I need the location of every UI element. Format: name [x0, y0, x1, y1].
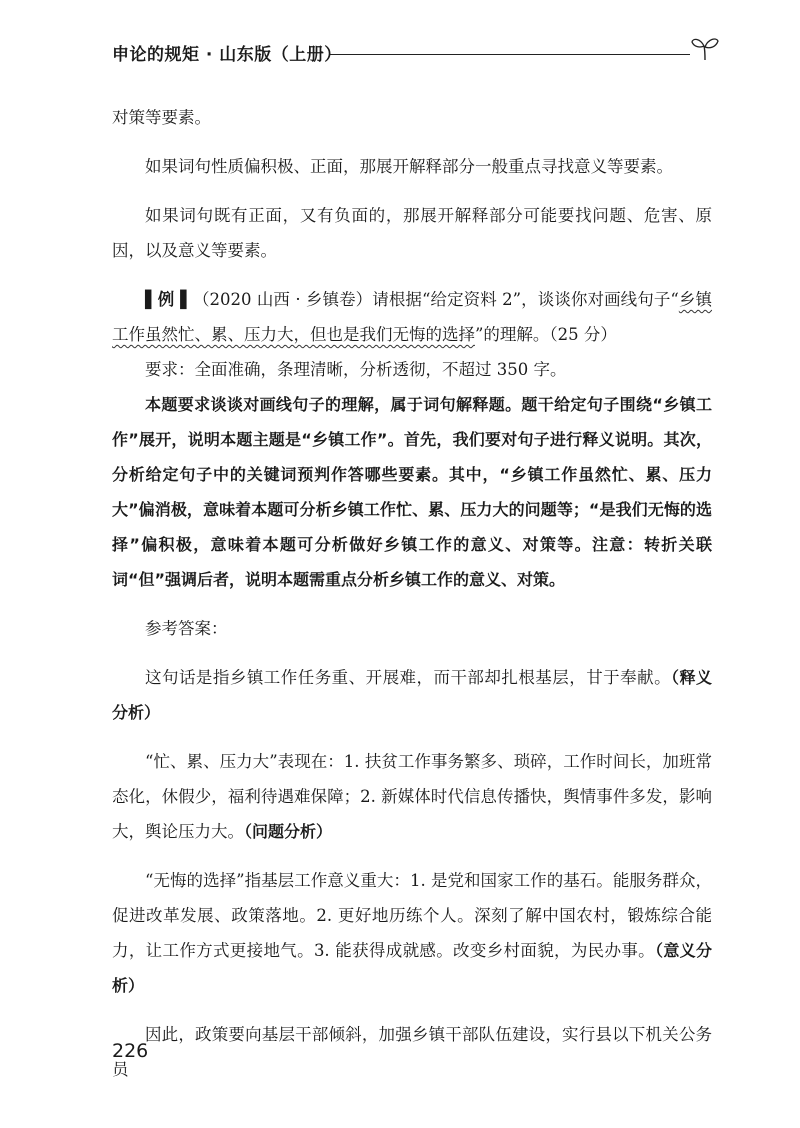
example-source: （2020 山西 · 乡镇卷）请根据“给定资料 2”，谈谈你对画线句子“ [192, 290, 679, 309]
page-number: 226 [112, 1040, 149, 1062]
answer-countermeasures: 因此，政策要向基层干部倾斜，加强乡镇干部队伍建设，实行县以下机关公务员 [112, 1025, 712, 1079]
example-question [112, 282, 712, 352]
analysis-text: 本题要求谈谈对画线句子的理解，属于词句解释题。题干给定句子围绕“乡镇工作”展开，说明本题主题是“乡镇工作”。首先，我们要对句子进行释义说明。其次，分析给定句子中的关键词预判作答哪些要素。其中，“乡镇工作虽然忙、累、压力大”偏消极，意味着本题可分析乡镇工作忙、累、压力大的问题等；“是我们无悔的选择”偏积极，意味着本题可分析做好乡镇工作的意义、对策等。注意：转折关联词“但”强调后者，说明本题需重点分析乡镇工作的意义、对策。 [112, 395, 712, 589]
answer-heading: 参考答案： [145, 619, 228, 638]
header-rule [330, 54, 690, 55]
answer-tag: （问题分析） [244, 822, 333, 841]
answer-text: 这句话是指乡镇工作任务重、开展难，而干部却扎根基层，甘于奉献。 [145, 668, 672, 687]
answer-text: “忙、累、压力大”表现在：1. 扶贫工作事务繁多、琐碎，工作时间长，加班常态化，休假少，福利待遇难保障；2. 新媒体时代信息传播快，舆情事件多发，影响大，舆论压力大。 [112, 752, 712, 841]
page-body [112, 100, 712, 1087]
paragraph-continuation: 对策等要素。 [112, 108, 211, 127]
answer-problems [112, 744, 712, 849]
answer-significance [112, 863, 712, 1003]
paragraph-mixed: 如果词句既有正面，又有负面的，那展开解释部分可能要找问题、危害、原因，以及意义等要素。 [112, 206, 712, 260]
answer-tag: （意义分析） [112, 941, 712, 995]
book-title: 申论的规矩 · 山东版（上册） [112, 45, 342, 65]
answer-tag: （释义分析） [112, 668, 712, 722]
paragraph-positive: 如果词句性质偏积极、正面，那展开解释部分一般重点寻找意义等要素。 [145, 157, 673, 176]
page-header [112, 30, 720, 70]
example-score: ”的理解。（25 分） [475, 325, 617, 344]
example-label: ▌例 ▌ [145, 290, 193, 309]
answer-text: “无悔的选择”指基层工作意义重大：1. 是党和国家工作的基石。能服务群众，促进改革发展、政策落地。2. 更好地历练个人。深刻了解中国农村，锻炼综合能力，让工作方式更接地气。3. 能获得成就感。改变乡村面貌，为民办事。 [112, 871, 712, 960]
answer-paraphrase [112, 660, 712, 730]
sprout-icon [690, 34, 720, 62]
requirement-text: 要求：全面准确，条理清晰，分析透彻，不超过 350 字。 [145, 360, 567, 379]
underlined-sentence: 乡镇工作虽然忙、累、压力大，但也是我们无悔的选择 [112, 290, 713, 344]
